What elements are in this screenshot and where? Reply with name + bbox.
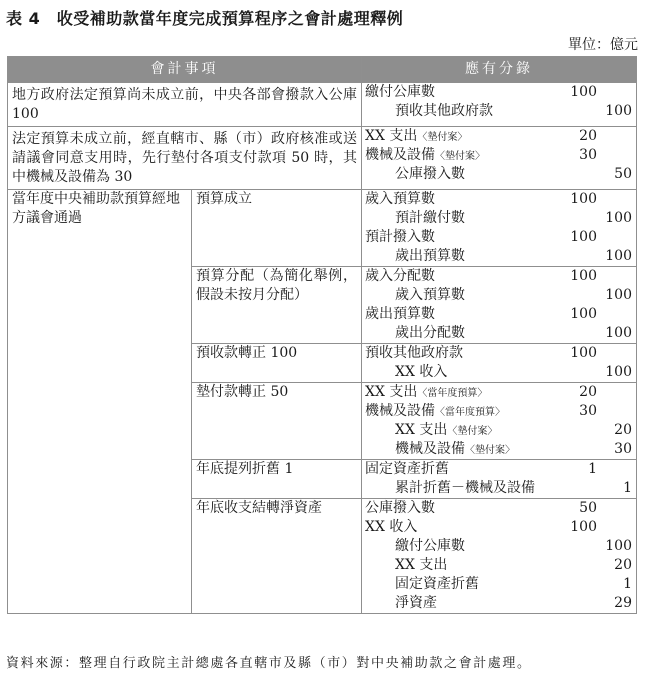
account-note: 〈墊付案〉 [435,151,485,162]
debit-amount: 20 [579,384,597,400]
debit-amount: 100 [570,519,597,535]
account-name [395,324,465,343]
event-cell: 地方政府法定預算尚未成立前，中央各部會撥款入公庫 100 [8,83,362,127]
unit-label: 單位：億元 [568,37,638,53]
account-name [395,209,465,228]
account-note: 〈當年度預算〉 [435,407,505,418]
account-name [395,594,437,613]
sub-event-cell: 年底收支結轉淨資產 [192,499,362,614]
account-label: 歲入預算數 [365,191,435,207]
account-name [365,402,505,422]
sub-event-cell: 預收款轉正 100 [192,344,362,383]
source-note: 資料來源：整理自行政院主計總處各直轄市及縣（市）對中央補助款之會計處理。 [6,656,532,671]
journal-line [362,83,636,102]
sub-event-cell: 預算成立 [192,190,362,267]
debit-amount: 100 [570,345,597,361]
sub-event-cell: 預算分配（為簡化舉例，假設未按月分配） [192,267,362,344]
credit-amount: 29 [614,595,632,611]
debit-amount: 100 [570,306,597,322]
account-name [365,83,435,102]
journal-line [362,421,636,440]
table-row [8,190,637,267]
debit-amount: 100 [570,84,597,100]
credit-amount: 1 [623,480,632,496]
journal-line [362,127,636,146]
credit-amount: 100 [605,287,632,303]
account-label: 預收其他政府款 [395,103,493,119]
journal-line [362,383,636,402]
account-label: 固定資產折舊 [365,461,449,477]
entries-cell [362,127,637,190]
account-label: XX 收入 [365,519,418,535]
account-note: 〈墊付案〉 [447,426,498,437]
credit-amount: 100 [605,103,632,119]
debit-amount: 30 [579,403,597,419]
account-label: XX 收入 [395,364,448,380]
table-row [8,127,637,190]
journal-line [362,556,636,575]
account-note: 〈墊付案〉 [417,132,468,143]
account-label: 歲入預算數 [395,287,465,303]
account-note: 〈墊付案〉 [465,445,515,456]
account-label: 預收其他政府款 [365,345,463,361]
account-name [395,479,535,498]
journal-line [362,228,636,247]
account-name [365,127,467,147]
account-label: XX 支出 [365,384,418,400]
entries-cell [362,267,637,344]
account-name [365,146,485,166]
credit-amount: 100 [605,364,632,380]
account-name [365,344,463,363]
header-row [8,57,637,83]
credit-amount: 20 [614,422,632,438]
account-name [395,165,465,184]
account-name [395,556,447,575]
account-label: 公庫撥入數 [395,166,465,182]
credit-amount: 30 [614,441,632,457]
journal-line [362,575,636,594]
journal-line [362,499,636,518]
account-label: 歲出分配數 [395,325,465,341]
account-label: XX 支出 [395,557,448,573]
account-label: 預計撥入數 [365,229,435,245]
event-cell: 法定預算未成立前，經直轄市、縣（市）政府核准或送請議會同意支用時，先行墊付各項支付款項 50 時，其中機械及設備為 30 [8,127,362,190]
sub-event-cell: 墊付款轉正 50 [192,383,362,460]
account-name [395,247,465,266]
account-label: 歲出預算數 [365,306,435,322]
sub-event-cell: 年底提列折舊 1 [192,460,362,499]
credit-amount: 50 [614,166,632,182]
account-label: 機械及設備 [395,441,465,457]
credit-amount: 100 [605,210,632,226]
entries-cell [362,460,637,499]
account-label: 機械及設備 [365,403,435,419]
credit-amount: 1 [623,576,632,592]
journal-line [362,305,636,324]
credit-amount: 100 [605,538,632,554]
table-row [8,83,637,127]
account-name [365,518,417,537]
entries-cell [362,499,637,614]
journal-line [362,146,636,165]
account-label: 累計折舊－機械及設備 [395,480,535,496]
entries-cell [362,190,637,267]
account-name [365,460,449,479]
account-label: XX 支出 [395,422,448,438]
account-name [365,305,435,324]
credit-amount: 20 [614,557,632,573]
account-label: 歲入分配數 [365,268,435,284]
account-name [365,228,435,247]
journal-line [362,165,636,184]
account-note: 〈當年度預算〉 [417,388,488,399]
entries-cell [362,83,637,127]
account-label: 預計繳付數 [395,210,465,226]
journal-line [362,537,636,556]
journal-line [362,267,636,286]
debit-amount: 50 [579,500,597,516]
journal-line [362,344,636,363]
account-name [395,440,515,460]
journal-line [362,440,636,459]
journal-line [362,247,636,266]
account-name [365,499,435,518]
account-name [395,537,465,556]
table-title: 表 4 收受補助款當年度完成預算程序之會計處理釋例 [6,9,404,28]
journal-line [362,190,636,209]
journal-line [362,402,636,421]
journal-line [362,363,636,382]
account-name [365,267,435,286]
credit-amount: 100 [605,248,632,264]
journal-line [362,102,636,121]
account-label: 淨資產 [395,595,437,611]
debit-amount: 20 [579,128,597,144]
account-label: 繳付公庫數 [365,84,435,100]
accounting-table [7,56,637,614]
account-name [395,421,497,441]
account-label: 機械及設備 [365,147,435,163]
account-name [365,190,435,209]
journal-line [362,460,636,479]
header-event: 會計事項 [8,57,362,83]
journal-line [362,286,636,305]
group-label-cell: 當年度中央補助款預算經地方議會通過 [8,190,192,614]
account-name [395,575,479,594]
journal-line [362,518,636,537]
account-label: 繳付公庫數 [395,538,465,554]
account-name [395,286,465,305]
account-label: 歲出預算數 [395,248,465,264]
debit-amount: 100 [570,191,597,207]
credit-amount: 100 [605,325,632,341]
account-label: XX 支出 [365,128,418,144]
debit-amount: 100 [570,268,597,284]
account-name [395,102,493,121]
header-entries: 應有分錄 [362,57,637,83]
debit-amount: 100 [570,229,597,245]
journal-line [362,594,636,613]
debit-amount: 30 [579,147,597,163]
account-name [395,363,447,382]
account-label: 公庫撥入數 [365,500,435,516]
entries-cell [362,344,637,383]
journal-line [362,324,636,343]
account-label: 固定資產折舊 [395,576,479,592]
debit-amount: 1 [588,461,597,477]
account-name [365,383,487,403]
entries-cell [362,383,637,460]
journal-line [362,209,636,228]
journal-line [362,479,636,498]
